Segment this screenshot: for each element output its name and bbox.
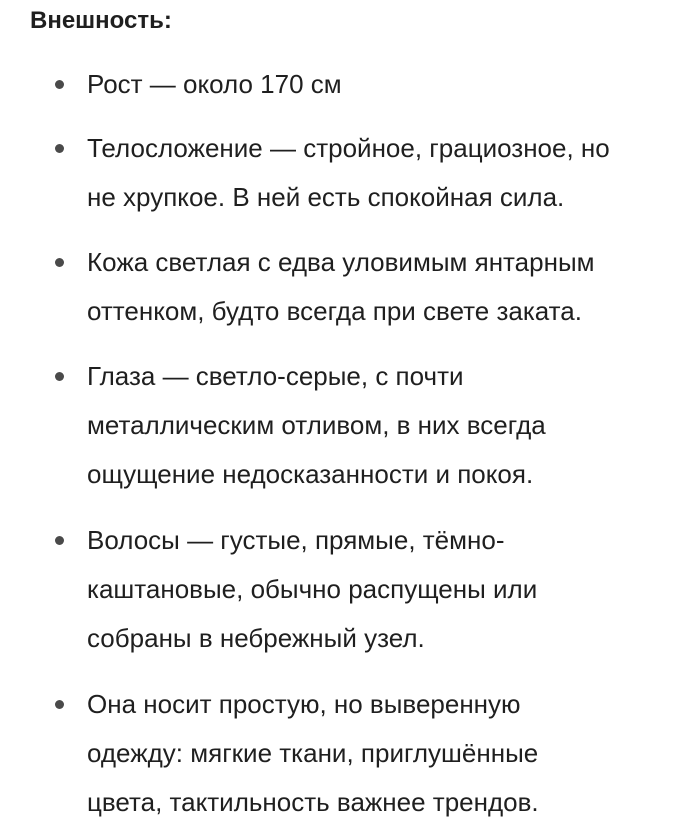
list-item-line: собраны в небрежный узел. [87,623,425,653]
bullet-icon [55,700,64,709]
list-item-line: Волосы — густые, прямые, тёмно- [87,525,505,555]
list-item-line: одежду: мягкие ткани, приглушённые [87,738,539,768]
bullet-icon [55,144,64,153]
list-item-line: Рост — около 170 см [87,69,342,99]
list-item-text [87,680,672,827]
list-item-line: Глаза — светло-серые, с почти [87,361,464,391]
list-item-line: ощущение недосказанности и покоя. [87,459,534,489]
bullet-icon [55,536,64,545]
list-item-text [87,60,672,109]
list-item-text [87,516,672,663]
bullet-icon [55,80,64,89]
list-item-line: металлическим отливом, в них всегда [87,410,546,440]
list-item-line: каштановые, обычно распущены или [87,574,538,604]
list-item-line: Кожа светлая с едва уловимым янтарным [87,247,595,277]
list-item-text [87,352,672,499]
section-heading: Внешность: [30,7,172,34]
list-item-line: цвета, тактильность важнее трендов. [87,787,539,817]
list-item-text [87,238,672,336]
list-item-text [87,124,672,222]
bullet-icon [55,372,64,381]
list-item-line: Телосложение — стройное, грациозное, но [87,133,610,163]
list-item-line: оттенком, будто всегда при свете заката. [87,296,582,326]
list-item-line: не хрупкое. В ней есть спокойная сила. [87,182,565,212]
bullet-icon [55,258,64,267]
list-item-line: Она носит простую, но выверенную [87,689,521,719]
